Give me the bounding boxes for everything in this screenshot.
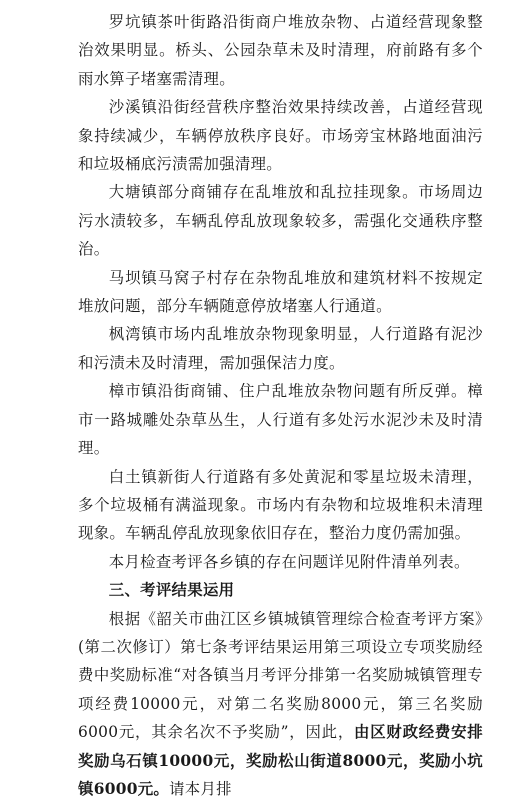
paragraph-luokeng: 罗坑镇茶叶街路沿街商户堆放杂物、占道经营现象整治效果明显。桥头、公园杂草未及时清理，府前路有多个雨水箅子堵塞需清理。 bbox=[78, 13, 483, 88]
paragraph-maba: 马坝镇马窝子村存在杂物乱堆放和建筑材料不按规定堆放问题，部分车辆随意停放堵塞人行通道。 bbox=[78, 268, 483, 316]
paragraph-summary: 本月检查考评各乡镇的存在问题详见附件清单列表。 bbox=[108, 552, 470, 571]
paragraph-baitu: 白土镇新街人行道路有多处黄泥和零星垃圾未清理，多个垃圾桶有满溢现象。市场内有杂物和垃圾堆积未清理现象。车辆乱停乱放现象依旧存在，整治力度仍需加强。 bbox=[78, 467, 483, 543]
result-text-continuation: 请本月排 bbox=[169, 779, 232, 798]
paragraph-shaxi: 沙溪镇沿街经营秩序整治效果持续改善，占道经营现象持续减少，车辆停放秩序良好。市场旁宝林路地面油污和垃圾桶底污渍需加强清理。 bbox=[78, 98, 483, 174]
paragraph-fengwan: 枫湾镇市场内乱堆放杂物现象明显，人行道路有泥沙和污渍未及时清理，需加强保洁力度。 bbox=[78, 325, 483, 372]
result-text-normal: 根据《韶关市曲江区乡镇城镇管理综合检查考评方案》(第二次修订）第七条考评结果运用第三项设立专项奖励经费中奖励标准“对各镇当月考评分排第一名奖励城镇管理专项经费10000元，对第二名奖励8000元，第三名奖励6000元，其余名次不予奖励”，因此， bbox=[78, 609, 483, 742]
paragraph-evaluation-result bbox=[78, 605, 483, 803]
paragraph-zhangshi: 樟市镇沿街商铺、住户乱堆放杂物问题有所反弹。樟市一路城雕处杂草丛生，人行道有多处污水泥沙未及时清理。 bbox=[78, 382, 483, 458]
paragraph-datang: 大塘镇部分商铺存在乱堆放和乱拉挂现象。市场周边污水渍较多，车辆乱停乱放现象较多，需强化交通秩序整治。 bbox=[78, 183, 483, 259]
section-heading: 三、考评结果运用 bbox=[108, 581, 235, 600]
result-text-bold: 由区财政经费安排奖励乌石镇10000元，奖励松山街道8000元，奖励小坑镇6000元。 bbox=[78, 723, 483, 798]
